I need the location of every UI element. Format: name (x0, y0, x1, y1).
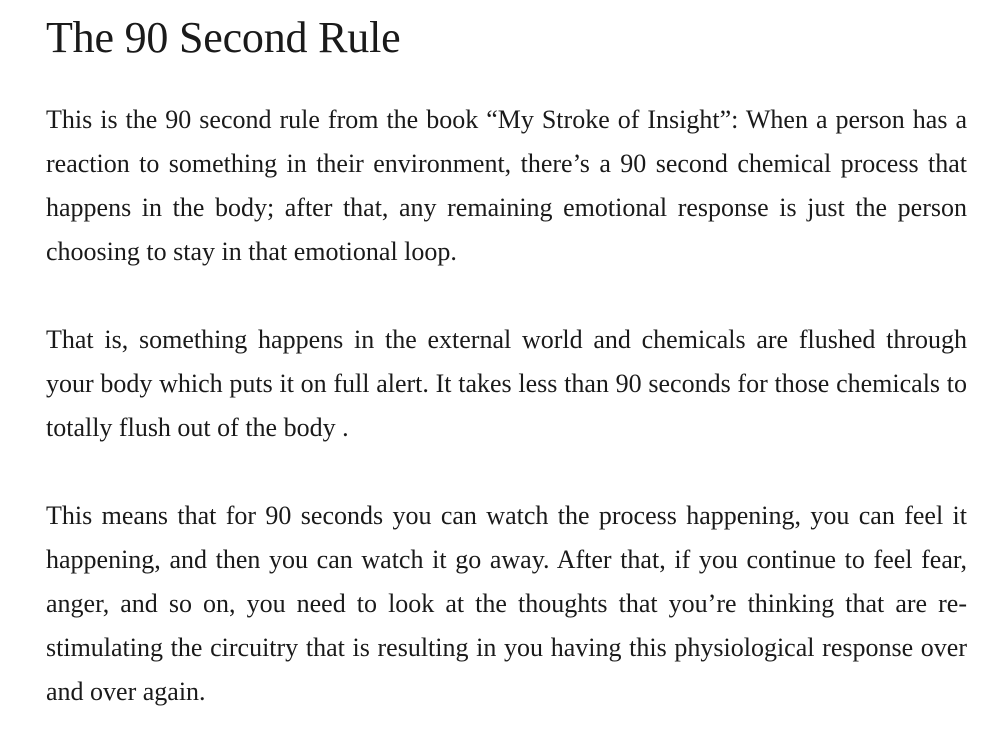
article (46, 10, 967, 714)
article-paragraph-3: This means that for 90 seconds you can watch the process happening, you can feel it happening, and then you can watch it go away. After that, if you continue to feel fear, anger, and so on, you need to look at the thoughts that you’re thinking that are re-stimulating the circuitry that is resulting in you having this physiological response over and over again. (46, 501, 967, 706)
article-paragraph-2: That is, something happens in the external world and chemicals are flushed through your body which puts it on full alert. It takes less than 90 seconds for those chemicals to totally flush out of the body . (46, 325, 967, 442)
article-paragraph-1: This is the 90 second rule from the book “My Stroke of Insight”: When a person has a reaction to something in their environment, there’s a 90 second chemical process that happens in the body; after that, any remaining emotional response is just the person choosing to stay in that emotional loop. (46, 105, 967, 266)
article-title: The 90 Second Rule (46, 13, 401, 62)
